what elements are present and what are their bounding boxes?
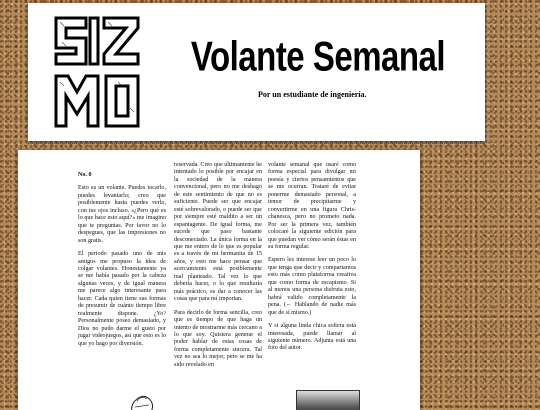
paragraph: Para decirlo de forma sencilla, creo que es tiempo de que haga un intento de mostrarme más cercano a lo que soy. Quisiera generar el poder hablar de estas cosas de forma completamente sincera. Tal vez no sea lo mejor, pero se me ha sido revelado en (174, 309, 262, 368)
author-photo (296, 390, 360, 410)
article-column-2 (174, 162, 262, 375)
divider (28, 143, 485, 144)
page-title: Volante Semanal (190, 33, 446, 80)
paragraph: El periodo pasado uno de mis amigos me propuso la idea de colgar volantes. Honestamente ya se me había pasado por la cabeza algunas veces, y de igual manera me parece algo interesante para hacer. Cada quien tiene sus formas de presumir de cuánto tiempo libre realmente dispone. ¿Yo? Personalmente poseo demasiado, y Dios no pudo darme el gusto por jugar videojuegos, así que esto es lo que yo hago por diversión. (78, 251, 166, 347)
article-sheet (18, 150, 420, 410)
paragraph: Esto es un volante. Puedes tocarlo, puedes levantarlo; creo que posiblemente hasta puedes verlo, con tus ojos incluso. «¿Pero qué es lo que hace esto aquí?» me imagino que te preguntas. Por favor no lo despegues, que las impresiones no son gratis. (78, 185, 166, 244)
paragraph: Espero les interese leer un poco lo que tenga que decir y compartamos esto más como plataforma creativa que como forma de escapismo. Si al menos una persona disfruta esto, habrá valido completamente la pena. (← Hablando de nadie más que de sí mismo.) (268, 257, 356, 316)
article-column-3 (268, 162, 356, 359)
paragraph: Y si alguna linda chica soltera está interesada, puede llamar al siguiente número. Adjunta está una foto del autor. (268, 323, 356, 352)
article-column-1 (78, 172, 166, 354)
paragraph: reservada. Creo que últimamente he intentado lo posible por encajar en la sociedad de la manera convencional, pero no me deshago de este sentimiento de que no es suficiente. Puede ser que encajar esté sobrevalorado, o puede ser que por siempre esté maldito a ser un espantagente. De igual forma, me sucede que paso bastante desconectado. La única forma en la que me entero de lo que es popular es a través de mi hermanita de 15 años, y esto me hace pensar que acercamiento está posiblemente mal planteado. Tal vez lo que debería hacer, o lo que resultaría más práctico, es dar a conocer las cosas que para mí importan. (174, 162, 262, 303)
page-subtitle: Por un estudiante de ingeniería. (258, 90, 367, 99)
issue-number: No. 0 (78, 172, 92, 178)
paragraph: volante semanal que usaré como forma especial para divulgar mi poesía y ciertos pensamientos que se me ocurran. Trataré de evitar ponerme demasiado personal, a temor de precipitarme y convertirme en una figura Chris-chanesca, pero no prometo nada. Por ser la primera vez, también colocaré la siguiente edición para que puedan ver cómo serán éstas en su forma regular. (268, 162, 356, 250)
header-banner (28, 3, 485, 141)
sketch-illustration (123, 387, 159, 410)
sizmo-logo (48, 12, 148, 134)
